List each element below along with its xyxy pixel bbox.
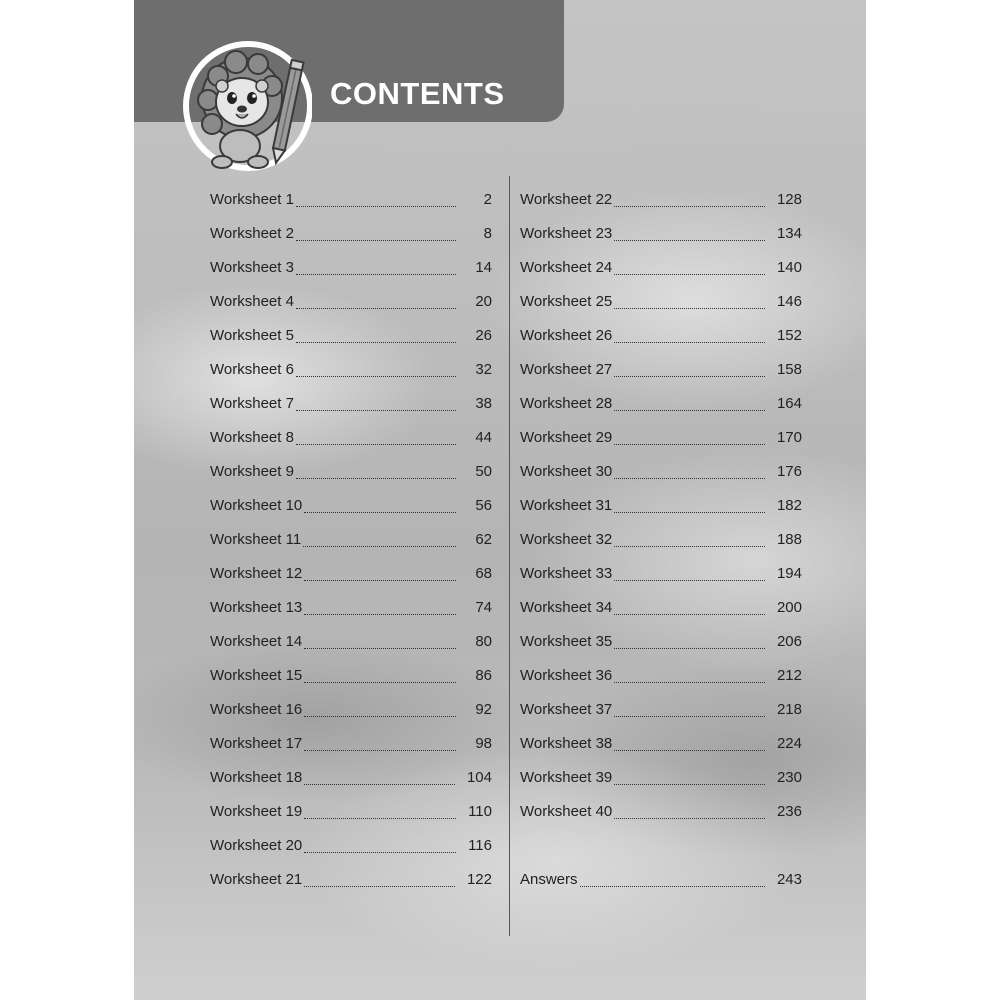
entry-page-number: 188 xyxy=(776,531,802,548)
entry-page-number: 68 xyxy=(475,565,492,582)
toc-entry[interactable] xyxy=(520,285,802,319)
toc-entry[interactable] xyxy=(520,489,802,523)
toc-entry[interactable] xyxy=(210,795,492,829)
dot-leader xyxy=(296,478,456,479)
toc-entry-answers[interactable] xyxy=(520,863,802,897)
dot-leader xyxy=(304,716,456,717)
dot-leader xyxy=(614,682,765,683)
entry-label: Worksheet 13 xyxy=(210,599,303,616)
dot-leader xyxy=(296,240,456,241)
entry-label: Worksheet 23 xyxy=(520,225,613,242)
entry-label: Worksheet 34 xyxy=(520,599,613,616)
toc-entry[interactable] xyxy=(520,693,802,727)
toc-entry[interactable] xyxy=(520,387,802,421)
dot-leader xyxy=(614,614,765,615)
dot-leader xyxy=(304,682,456,683)
toc-entry[interactable] xyxy=(520,251,802,285)
dot-leader xyxy=(304,784,455,785)
entry-page-number: 164 xyxy=(776,395,802,412)
toc-entry[interactable] xyxy=(210,625,492,659)
entry-label: Worksheet 8 xyxy=(210,429,294,446)
toc-entry[interactable] xyxy=(210,761,492,795)
entry-label: Worksheet 17 xyxy=(210,735,303,752)
toc-entry[interactable] xyxy=(210,727,492,761)
dot-leader xyxy=(614,546,765,547)
dot-leader xyxy=(304,580,456,581)
entry-label: Worksheet 21 xyxy=(210,871,303,888)
toc-entry[interactable] xyxy=(210,319,492,353)
toc-entry[interactable] xyxy=(210,557,492,591)
entry-label: Worksheet 12 xyxy=(210,565,303,582)
dot-leader xyxy=(614,512,765,513)
toc-entry[interactable] xyxy=(520,659,802,693)
entry-page-number: 86 xyxy=(475,667,492,684)
toc-entry[interactable] xyxy=(520,625,802,659)
entry-label: Worksheet 3 xyxy=(210,259,294,276)
toc-entry[interactable] xyxy=(210,659,492,693)
toc-entry[interactable] xyxy=(520,455,802,489)
entry-page-number: 140 xyxy=(776,259,802,276)
dot-leader xyxy=(614,716,765,717)
dot-leader xyxy=(614,308,765,309)
entry-page-number: 182 xyxy=(776,497,802,514)
entry-label: Worksheet 40 xyxy=(520,803,613,820)
entry-label: Worksheet 10 xyxy=(210,497,303,514)
entry-page-number: 8 xyxy=(483,225,492,242)
toc-entry[interactable] xyxy=(520,557,802,591)
entry-label: Worksheet 14 xyxy=(210,633,303,650)
contents-column-left xyxy=(210,183,492,897)
entry-page-number: 116 xyxy=(468,837,492,854)
entry-label: Worksheet 5 xyxy=(210,327,294,344)
toc-entry[interactable] xyxy=(520,319,802,353)
toc-entry[interactable] xyxy=(520,421,802,455)
dot-leader xyxy=(304,512,456,513)
entry-label: Worksheet 4 xyxy=(210,293,294,310)
toc-entry[interactable] xyxy=(210,217,492,251)
entry-label: Worksheet 1 xyxy=(210,191,294,208)
toc-entry[interactable] xyxy=(520,217,802,251)
dot-leader xyxy=(296,342,456,343)
dot-leader xyxy=(614,444,765,445)
entry-page-number: 38 xyxy=(475,395,492,412)
toc-entry[interactable] xyxy=(210,863,492,897)
entry-page-number: 110 xyxy=(468,803,492,820)
entry-page-number: 230 xyxy=(776,769,802,786)
entry-label: Worksheet 31 xyxy=(520,497,613,514)
entry-page-number: 56 xyxy=(475,497,492,514)
dot-leader xyxy=(614,580,765,581)
toc-entry[interactable] xyxy=(520,727,802,761)
dot-leader xyxy=(614,784,765,785)
entry-page-number: 134 xyxy=(776,225,802,242)
entry-page-number: 98 xyxy=(475,735,492,752)
entry-label: Worksheet 28 xyxy=(520,395,613,412)
entry-page-number: 14 xyxy=(475,259,492,276)
page-title: CONTENTS xyxy=(330,76,505,111)
entry-page-number: 104 xyxy=(466,769,492,786)
column-divider xyxy=(509,176,510,936)
entry-label: Worksheet 27 xyxy=(520,361,613,378)
entry-page-number: 176 xyxy=(776,463,802,480)
toc-entry[interactable] xyxy=(210,421,492,455)
dot-leader xyxy=(614,648,765,649)
entry-label: Worksheet 29 xyxy=(520,429,613,446)
dot-leader xyxy=(614,478,765,479)
dot-leader xyxy=(614,206,765,207)
entry-page-number: 80 xyxy=(475,633,492,650)
entry-label: Worksheet 35 xyxy=(520,633,613,650)
dot-leader xyxy=(614,750,765,751)
entry-label: Worksheet 7 xyxy=(210,395,294,412)
entry-label: Worksheet 25 xyxy=(520,293,613,310)
entry-page-number: 200 xyxy=(776,599,802,616)
dot-leader xyxy=(614,240,765,241)
toc-entry[interactable] xyxy=(210,489,492,523)
dot-leader xyxy=(304,614,456,615)
toc-entry[interactable] xyxy=(210,455,492,489)
entry-page-number: 62 xyxy=(475,531,492,548)
entry-page-number: 44 xyxy=(475,429,492,446)
entry-page-number: 20 xyxy=(475,293,492,310)
dot-leader xyxy=(304,648,456,649)
dot-leader xyxy=(296,376,456,377)
entry-label: Worksheet 33 xyxy=(520,565,613,582)
entry-label: Worksheet 22 xyxy=(520,191,613,208)
dot-leader xyxy=(304,750,456,751)
entry-label: Worksheet 15 xyxy=(210,667,303,684)
entry-page-number: 236 xyxy=(776,803,802,820)
entry-page-number: 218 xyxy=(776,701,802,718)
entry-page-number: 243 xyxy=(776,871,802,888)
entry-page-number: 26 xyxy=(475,327,492,344)
toc-entry[interactable] xyxy=(520,353,802,387)
toc-entry[interactable] xyxy=(520,761,802,795)
entry-page-number: 74 xyxy=(475,599,492,616)
contents-column-right xyxy=(520,183,802,897)
dot-leader xyxy=(614,376,765,377)
entry-label: Worksheet 20 xyxy=(210,837,303,854)
toc-entry[interactable] xyxy=(210,693,492,727)
toc-entry[interactable] xyxy=(210,251,492,285)
dot-leader xyxy=(614,410,765,411)
entry-page-number: 146 xyxy=(776,293,802,310)
entry-label: Worksheet 9 xyxy=(210,463,294,480)
entry-label: Worksheet 19 xyxy=(210,803,303,820)
entry-label: Worksheet 24 xyxy=(520,259,613,276)
entry-page-number: 152 xyxy=(776,327,802,344)
entry-page-number: 158 xyxy=(776,361,802,378)
dot-leader xyxy=(296,206,456,207)
dot-leader xyxy=(296,444,456,445)
toc-entry[interactable] xyxy=(210,387,492,421)
toc-entry[interactable] xyxy=(520,183,802,217)
dot-leader xyxy=(580,886,765,887)
dot-leader xyxy=(614,818,765,819)
entry-page-number: 206 xyxy=(776,633,802,650)
entry-label: Answers xyxy=(520,871,578,888)
dot-leader xyxy=(304,818,456,819)
dot-leader xyxy=(296,308,456,309)
contents-page xyxy=(134,0,866,1000)
toc-entry[interactable] xyxy=(210,829,492,863)
entry-page-number: 122 xyxy=(466,871,492,888)
lion-with-pencil-icon xyxy=(182,36,312,176)
entry-label: Worksheet 36 xyxy=(520,667,613,684)
entry-label: Worksheet 32 xyxy=(520,531,613,548)
toc-entry[interactable] xyxy=(210,353,492,387)
entry-label: Worksheet 2 xyxy=(210,225,294,242)
entry-page-number: 170 xyxy=(776,429,802,446)
toc-entry[interactable] xyxy=(520,795,802,829)
entry-label: Worksheet 16 xyxy=(210,701,303,718)
entry-label: Worksheet 30 xyxy=(520,463,613,480)
entry-label: Worksheet 11 xyxy=(210,531,302,548)
entry-page-number: 92 xyxy=(475,701,492,718)
dot-leader xyxy=(614,274,765,275)
toc-entry[interactable] xyxy=(210,591,492,625)
dot-leader xyxy=(304,886,455,887)
entry-label: Worksheet 6 xyxy=(210,361,294,378)
toc-entry[interactable] xyxy=(210,183,492,217)
dot-leader xyxy=(296,274,456,275)
entry-page-number: 128 xyxy=(776,191,802,208)
toc-entry[interactable] xyxy=(210,285,492,319)
dot-leader xyxy=(614,342,765,343)
entry-label: Worksheet 39 xyxy=(520,769,613,786)
toc-entry[interactable] xyxy=(520,591,802,625)
entry-page-number: 212 xyxy=(776,667,802,684)
entry-page-number: 50 xyxy=(475,463,492,480)
dot-leader xyxy=(304,852,456,853)
entry-label: Worksheet 26 xyxy=(520,327,613,344)
toc-entry[interactable] xyxy=(210,523,492,557)
dot-leader xyxy=(303,546,456,547)
entry-page-number: 32 xyxy=(475,361,492,378)
entry-page-number: 194 xyxy=(776,565,802,582)
entry-page-number: 2 xyxy=(483,191,492,208)
entry-label: Worksheet 38 xyxy=(520,735,613,752)
dot-leader xyxy=(296,410,456,411)
entry-label: Worksheet 37 xyxy=(520,701,613,718)
entry-page-number: 224 xyxy=(776,735,802,752)
entry-label: Worksheet 18 xyxy=(210,769,303,786)
toc-entry[interactable] xyxy=(520,523,802,557)
